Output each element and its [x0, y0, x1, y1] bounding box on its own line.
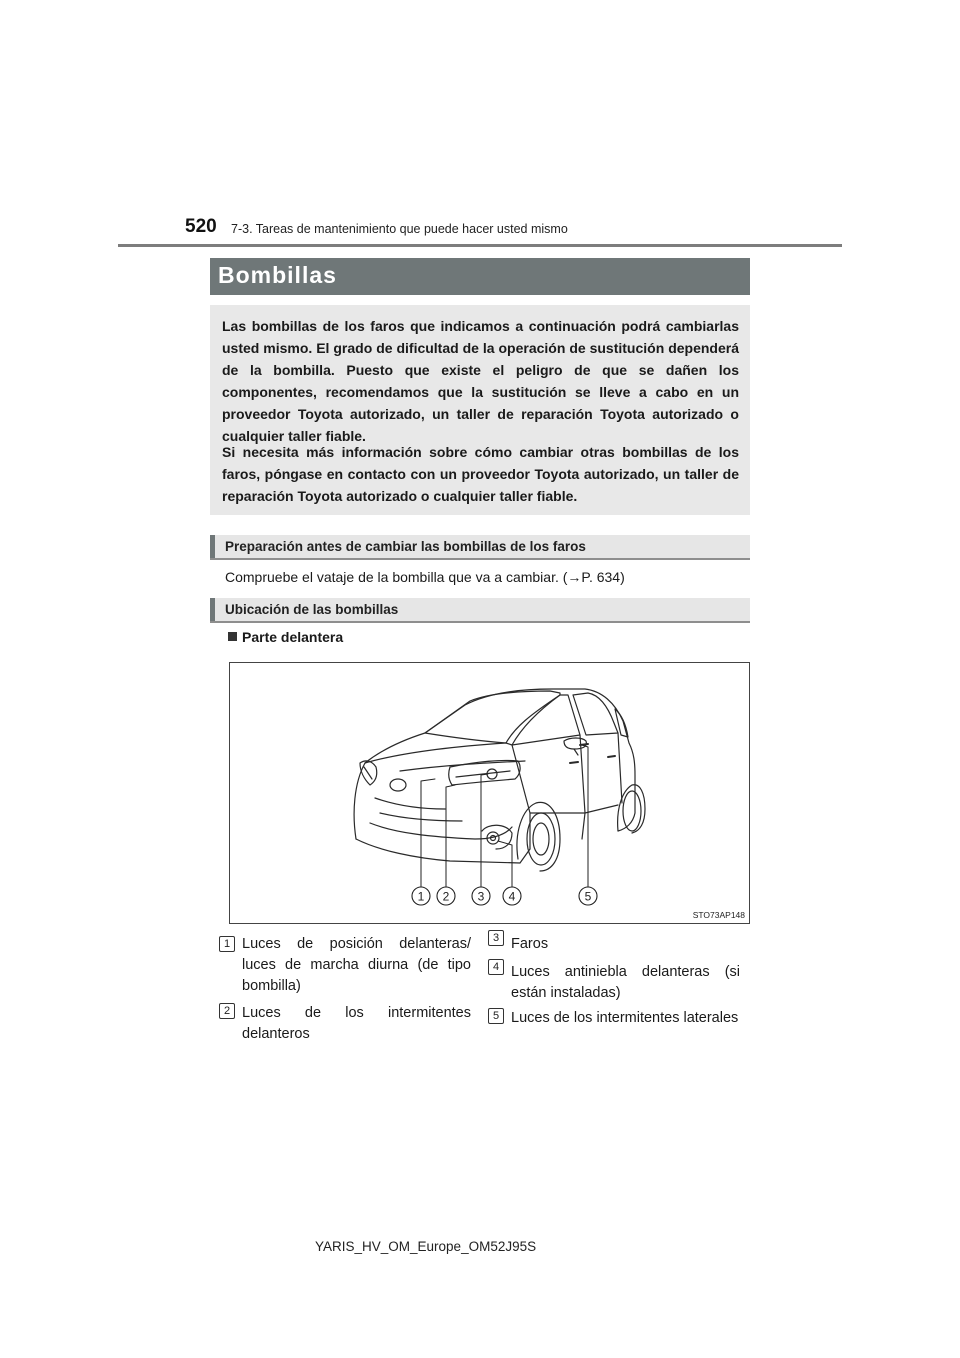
- callout-markers: [412, 887, 597, 905]
- callout-label-5: 5: [584, 889, 592, 904]
- section-preparation: [210, 535, 750, 558]
- intro-paragraph-2: Si necesita más información sobre cómo cambiar otras bombillas de los faros, póngase en contacto con un proveedor Toyota autorizado, un taller de reparación Toyota autorizado o cualquier taller fiable.: [222, 444, 739, 504]
- car-illustration: [230, 663, 749, 923]
- page-title: Bombillas: [218, 262, 337, 288]
- section-location: [210, 598, 750, 621]
- car-figure: [229, 662, 750, 924]
- figure-code: STO73AP148: [692, 910, 745, 920]
- header-divider: [118, 244, 842, 247]
- callout-label-1: 1: [417, 889, 425, 904]
- intro-box: [210, 305, 750, 515]
- intro-paragraph-1: Las bombillas de los faros que indicamos a continuación podrá cambiarlas usted mismo. El grado de dificultad de la operación de sustitución dependerá de la bombilla. Puesto que existe el peligro de que se dañen los componentes, recomendamos que la sustitución se lleve a cabo en un proveedor Toyota autorizado, un taller de reparación Toyota autorizado o cualquier taller fiable.: [222, 318, 739, 444]
- legend-number-4: 4: [488, 959, 504, 975]
- document-code: YARIS_HV_OM_Europe_OM52J95S: [315, 1239, 537, 1254]
- page-title-bar: [210, 258, 750, 295]
- section-location-title: Ubicación de las bombillas: [225, 602, 399, 617]
- legend-number-5: 5: [488, 1008, 504, 1024]
- section-preparation-title: Preparación antes de cambiar las bombillas de los faros: [225, 539, 586, 554]
- section-breadcrumb: 7-3. Tareas de mantenimiento que puede hacer usted mismo: [231, 222, 568, 236]
- legend-text-1: Luces de posición delanteras/ luces de marcha diurna (de tipo bombilla): [242, 936, 471, 994]
- callout-label-2: 2: [442, 889, 450, 904]
- callout-label-3: 3: [477, 889, 485, 904]
- preparation-text: Compruebe el vataje de la bombilla que va a cambiar. (→P. 634): [225, 569, 625, 585]
- front-heading-label: Parte delantera: [242, 629, 344, 645]
- legend-text-5: Luces de los intermitentes laterales: [511, 1010, 739, 1026]
- legend-text-2: Luces de los intermitentes delanteros: [242, 1005, 471, 1042]
- legend-number-1: 1: [219, 936, 235, 952]
- page-number: 520: [185, 216, 217, 237]
- legend-text-4: Luces antiniebla delanteras (si están instaladas): [511, 964, 740, 1001]
- front-heading: [228, 629, 343, 645]
- legend-text-3: Faros: [511, 936, 549, 952]
- square-bullet-icon: [228, 632, 237, 641]
- legend-number-2: 2: [219, 1003, 235, 1019]
- callout-label-4: 4: [508, 889, 516, 904]
- legend-number-3: 3: [488, 930, 504, 946]
